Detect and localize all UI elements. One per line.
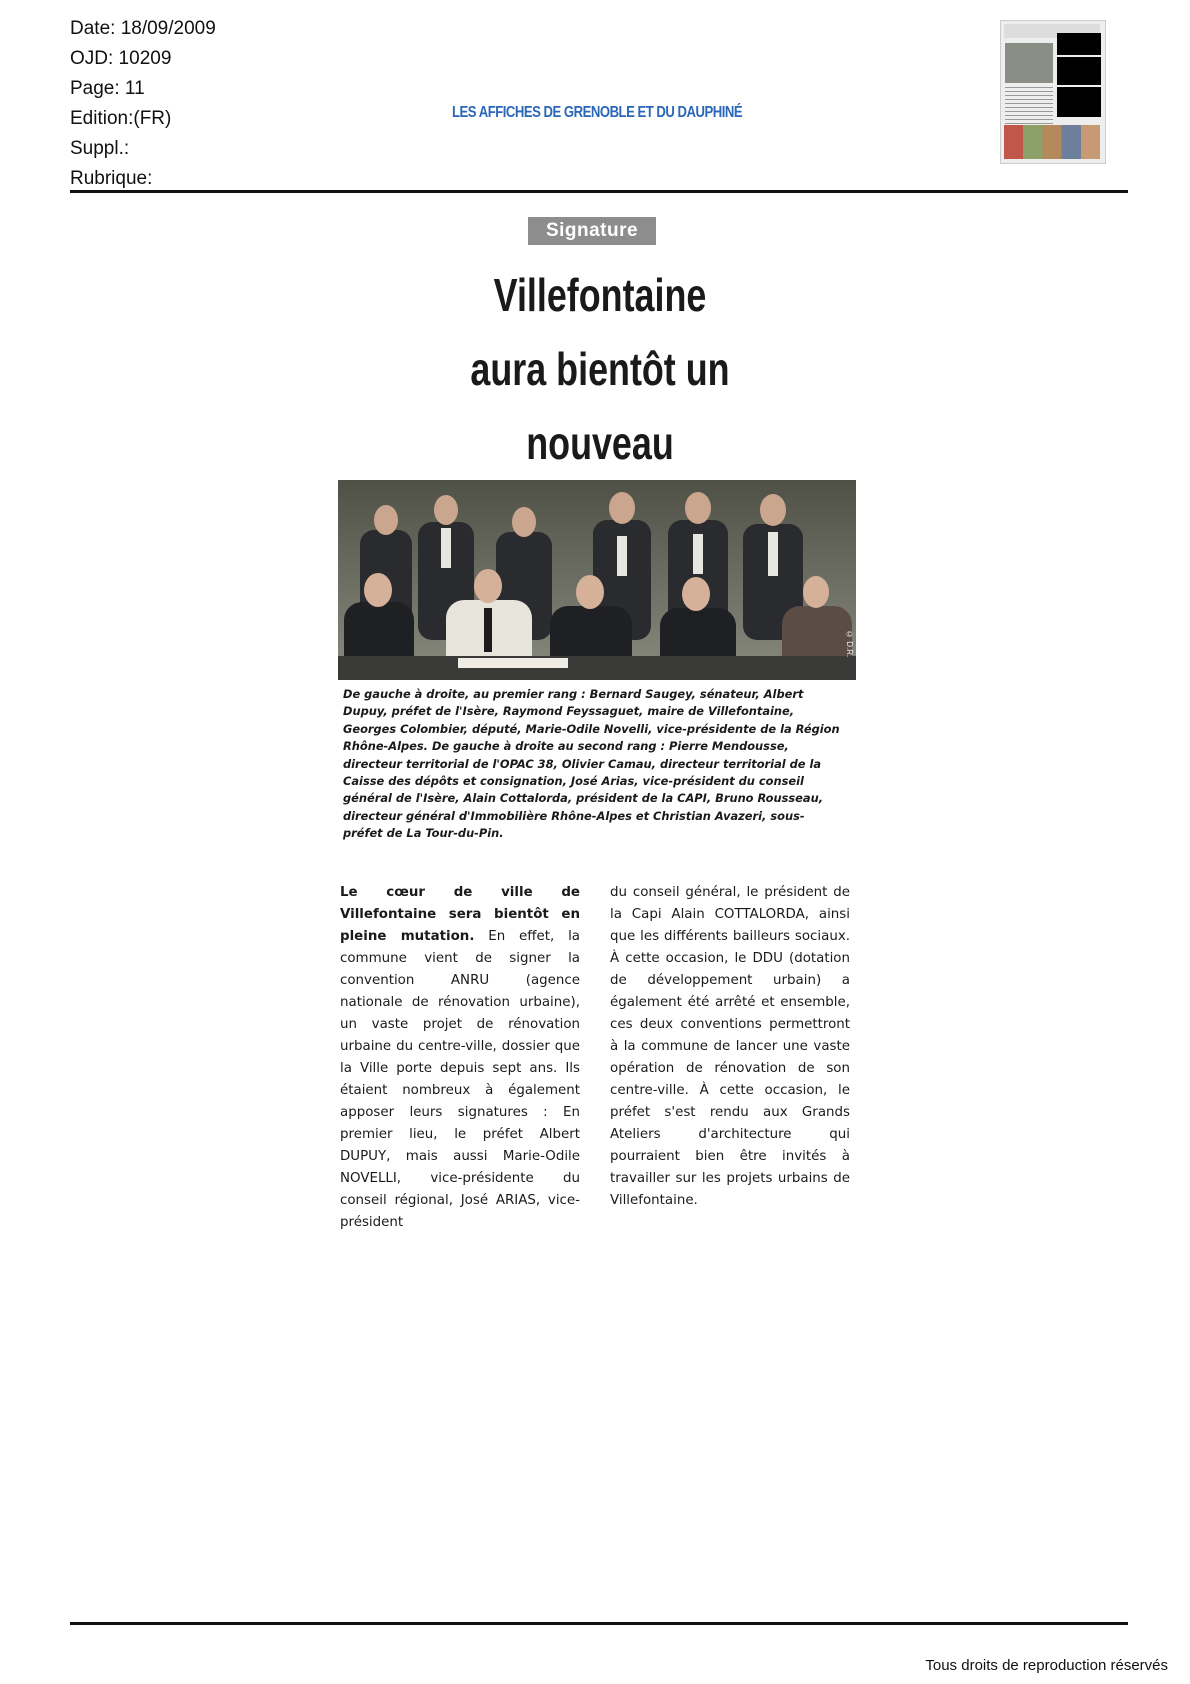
publication-name: LES AFFICHES DE GRENOBLE ET DU DAUPHINÉ bbox=[452, 104, 743, 121]
headline-line: Villefontaine bbox=[493, 269, 707, 321]
top-divider bbox=[70, 190, 1128, 193]
meta-date: Date: 18/09/2009 bbox=[70, 18, 216, 39]
rubric-label: Signature bbox=[528, 217, 656, 245]
article-column-2 bbox=[610, 882, 850, 1212]
group-photo-illustration bbox=[338, 480, 856, 680]
article-body-2: du conseil général, le président de la Capi Alain COTTALORDA, ainsi que les différents bailleurs sociaux. À cette occasion, le DDU (dotation de développement urbain) a également été arrêté et ensemble, ces deux conventions permettront à la commune de lancer une vaste opération de rénovation de son centre-ville. À cette occasion, le préfet s'est rendu aux Grands Ateliers d'architecture qui pourraient bien être invités à travailler sur les projets urbains de Villefontaine. bbox=[610, 885, 850, 1208]
group-photo bbox=[338, 480, 856, 680]
bottom-divider bbox=[70, 1622, 1128, 1625]
article-body-1: En effet, la commune vient de signer la convention ANRU (agence nationale de rénovation urbaine), un vaste projet de rénovation urbaine du centre-ville, dossier que la Ville porte depuis sept ans. Ils étaient nombreux à également apposer leurs signatures : En premier lieu, le préfet Albert DUPUY, mais aussi Marie-Odile NOVELLI, vice-présidente du conseil régional, José ARIAS, vice-président bbox=[340, 929, 581, 1230]
copyright-footer: Tous droits de reproduction réservés bbox=[925, 1657, 1168, 1674]
thumbnail-redaction bbox=[1057, 33, 1101, 55]
photo-caption: De gauche à droite, au premier rang : Bernard Saugey, sénateur, Albert Dupuy, préfet de l'Isère, Raymond Feyssaguet, maire de Villefontaine, Georges Colombier, député, Marie-Odile Novelli, vice-présidente de la Région Rhône-Alpes. De gauche à droite au second rang : Pierre Mendousse, directeur territorial de l'OPAC 38, Olivier Camau, directeur territorial de la Caisse des dépôts et consignation, José Arias, vice-président du conseil général de l'Isère, Alain Cottalorda, président de la CAPI, Bruno Rousseau, directeur général d'Immobilière Rhône-Alpes et Christian Avazeri, sous-préfet de La Tour-du-Pin. bbox=[343, 687, 840, 841]
meta-rubrique: Rubrique: bbox=[70, 168, 153, 189]
thumbnail-photo bbox=[1005, 43, 1053, 83]
article-column-1 bbox=[340, 882, 580, 1234]
article-lead: Le cœur de ville de Villefontaine sera bientôt en pleine mutation. bbox=[340, 885, 580, 944]
thumbnail-redaction bbox=[1057, 87, 1101, 117]
document-metadata bbox=[70, 14, 216, 194]
thumbnail-redaction bbox=[1057, 57, 1101, 85]
meta-page: Page: 11 bbox=[70, 78, 145, 99]
photo-credit: © D.R. bbox=[845, 630, 854, 658]
thumbnail-footer-images bbox=[1004, 125, 1100, 159]
headline-line: aura bientôt un nouveau bbox=[470, 343, 730, 469]
page-thumbnail bbox=[1000, 20, 1106, 164]
meta-edition: Edition:(FR) bbox=[70, 108, 172, 129]
meta-suppl: Suppl.: bbox=[70, 138, 130, 159]
meta-ojd: OJD: 10209 bbox=[70, 48, 172, 69]
